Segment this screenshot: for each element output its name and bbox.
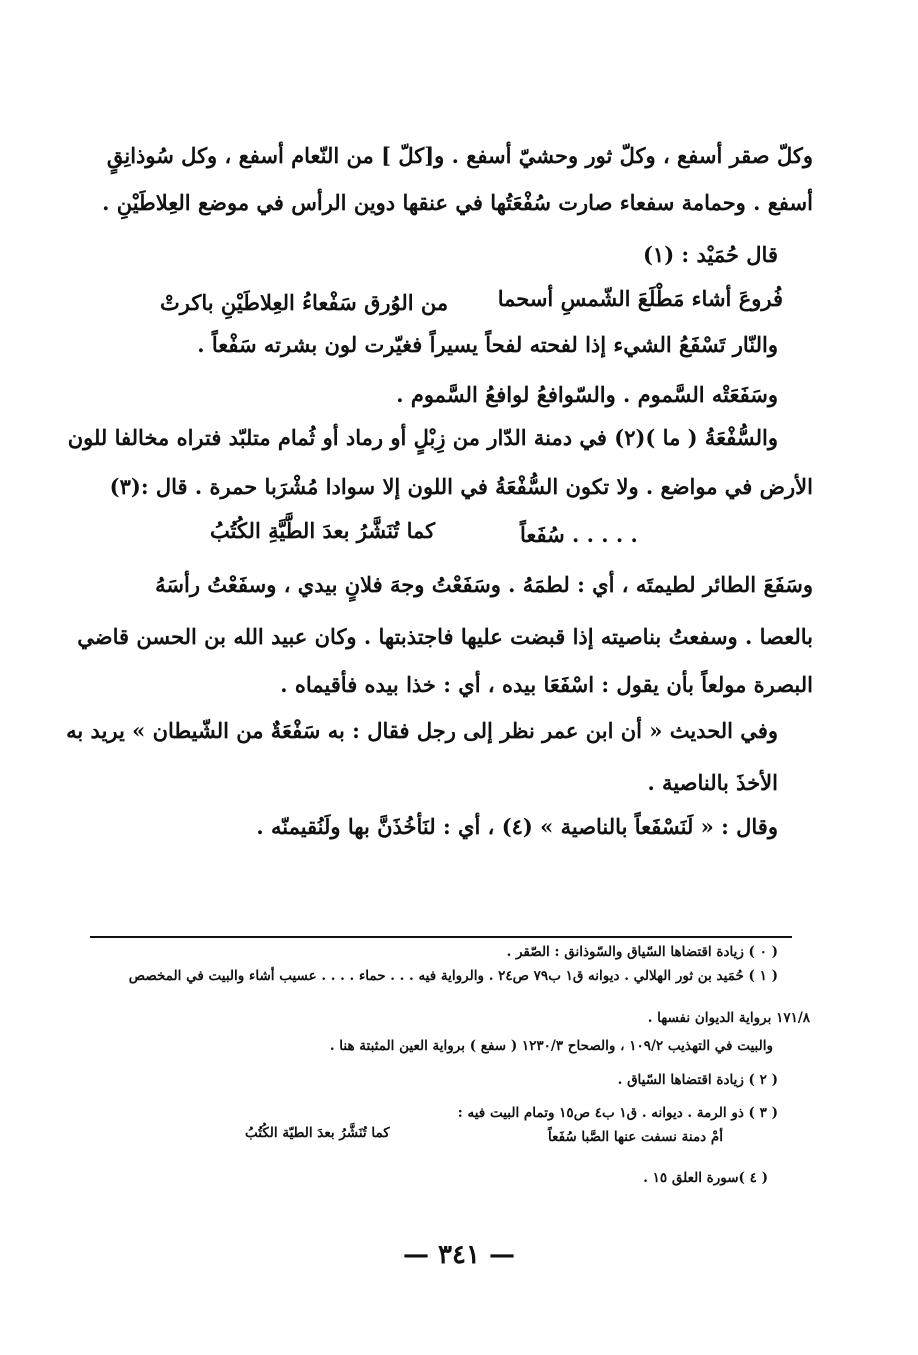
verse-1-hemistich-right: فُروعَ أشاء مَطْلَعَ الشّمسِ أسحما (497, 286, 783, 311)
footnote-0: ( ٠ ) زيادة اقتضاها السّياق والسّوذانق : الصّقر . (506, 944, 778, 960)
verse-1-hemistich-left: من الوُرق سَفْعاءُ العِلاطَيْنِ باكرتْ (160, 290, 449, 315)
body-line-13: وفي الحديث « أن ابن عمر نظر إلى رجل فقال : به سَفْعَةٌ من الشّيطان » يريد به (66, 718, 778, 743)
body-line-10: وسَفَعَ الطائر لطيمتَه ، أي : لطمَهُ . وسَفَعْتُ وجهَ فلانٍ بيدي ، وسفَعْتُ رأسَهُ (155, 572, 813, 597)
footnote-1-cont: ١٧١/٨ برواية الديوان نفسها . (647, 1010, 810, 1026)
body-line-8: الأرض في مواضع . ولا تكون السُّفْعَةُ في اللون إلا سوادا مُشْرَبا حمرة . قال :(٣) (109, 474, 813, 499)
body-line-5: والنّار تَسْفَعُ الشيء إذا لفحته لفحاً يسيراً فغيّرت لون بشرته سَفْعاً . (197, 332, 778, 357)
verse-2-hemistich-left: كما تُنَشَّرُ بعدَ الطَّيَّةِ الكُتُبُ (210, 518, 436, 543)
footnote-3-verse-left: كما تُنَشَّرُ بعدَ الطيّة الكُتُبُ (245, 1125, 390, 1141)
body-line-2: أسفع . وحمامة سفعاء صارت سُفْعَتُها في عنقها دوين الرأس في موضع العِلاطَيْنِ . (102, 190, 813, 215)
footnote-4: ( ٤ )سورة العلق ١٥ . (643, 1170, 768, 1186)
footnote-1: ( ١ ) حُمَيد بن ثور الهلالي . ديوانه ق١ ب٧٩ ص٢٤ . والرواية فيه . . . حماء . . . . عسيب أشاء والبيت في المخصص (128, 968, 778, 984)
body-line-12: البصرة مولعاً بأن يقول : اسْفَعَا بيده ، أي : خذا بيده فأقيماه . (280, 672, 813, 697)
body-line-6: وسَفَعَتْه السَّموم . والسّوافعُ لوافعُ السَّموم . (396, 382, 778, 407)
footnote-separator (90, 936, 792, 938)
body-line-1: وكلّ صقر أسفع ، وكلّ ثور وحشيّ أسفع . و[كلّ ] من النّعام أسفع ، وكل سُوذانِقٍ (106, 143, 813, 168)
verse-2-hemistich-right: . . . . . سُفَعاً (520, 522, 638, 547)
body-line-14: الأخذَ بالناصية . (647, 770, 778, 795)
body-line-3: قال حُمَيْد : (١) (642, 242, 778, 267)
body-line-11: بالعصا . وسفعتُ بناصيته إذا قبضت عليها فاجتذبتها . وكان عبيد الله بن الحسن قاضي (77, 624, 813, 649)
body-line-7: والسُّفْعَةُ ( ما )(٢) في دمنة الدّار من زِبْلٍ أو رماد أو ثُمام متلبّد فتراه مخالفا للون (67, 425, 778, 450)
footnote-1-cont-2: والبيت في التهذيب ١٠٩/٢ ، والصحاح ١٢٣٠/٣ ( سفع ) برواية العين المثبتة هنا . (329, 1038, 773, 1054)
page-number: — ٣٤١ — (402, 1240, 516, 1270)
body-line-15: وقال : « لَنَسْفَعاً بالناصية » (٤) ، أي : لنَأخُذَنَّ بها ولَنُقيمنّه . (256, 814, 778, 839)
footnote-3-verse-right: أمْ دمنة نسفت عنها الصَّبا سُفَعاً (547, 1129, 723, 1145)
footnote-3: ( ٣ ) ذو الرمة . ديوانه . ق١ ب٤ ص١٥ وتمام البيت فيه : (457, 1105, 778, 1121)
footnote-2: ( ٢ ) زيادة اقتضاها السّياق . (617, 1072, 778, 1088)
